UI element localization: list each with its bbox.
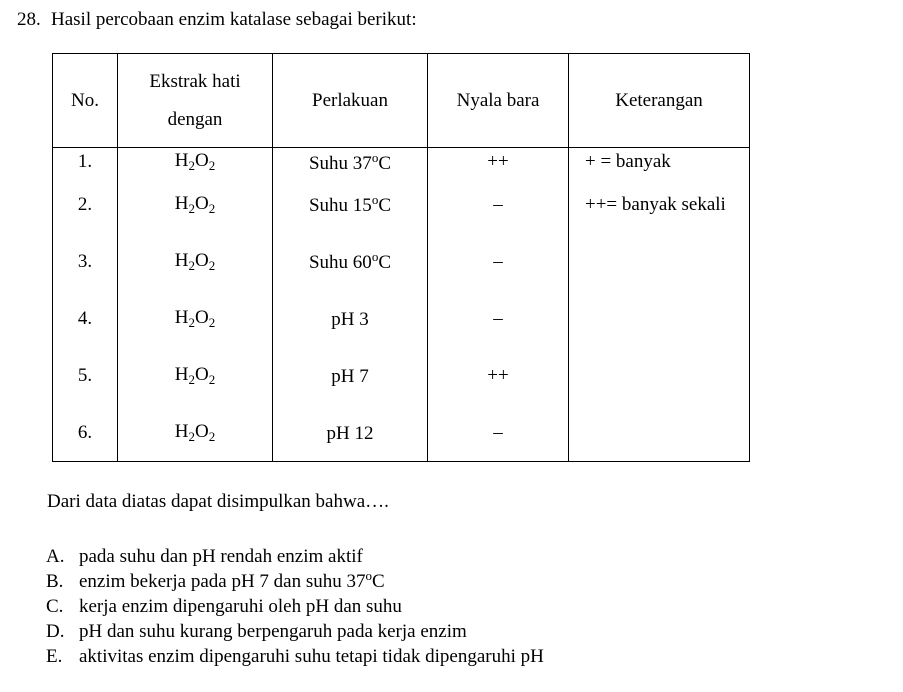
cell-nyala: –: [428, 233, 569, 290]
formula-o: O: [195, 150, 209, 171]
option-letter: B.: [46, 571, 64, 592]
cell-nyala: –: [428, 176, 569, 233]
cell-perlakuan: [273, 233, 428, 290]
formula-o-subscript: 2: [208, 428, 216, 444]
cell-no: 4.: [53, 290, 118, 347]
option-text: aktivitas enzim dipengaruhi suhu tetapi tidak dipengaruhi pH: [79, 646, 544, 667]
formula-o-subscript: 2: [208, 200, 216, 216]
header-no: No.: [53, 54, 118, 148]
perlakuan-text: pH 3: [331, 309, 369, 330]
formula-h: H: [174, 249, 189, 271]
perlakuan-text: Suhu 60: [308, 252, 372, 273]
cell-perlakuan: [273, 148, 428, 177]
table-row: [53, 347, 750, 404]
formula-o-subscript: 2: [208, 314, 216, 330]
cell-ekstrak: [118, 176, 273, 233]
formula-h-subscript: 2: [188, 158, 195, 173]
conclusion-text: Dari data diatas dapat disimpulkan bahwa….: [47, 491, 389, 512]
answer-option[interactable]: [46, 588, 544, 617]
cell-no: 1.: [53, 148, 118, 177]
option-text: kerja enzim dipengaruhi oleh pH dan suhu: [79, 596, 402, 617]
option-text: pada suhu dan pH rendah enzim aktif: [79, 546, 363, 567]
cell-ekstrak: [118, 404, 273, 462]
cell-perlakuan: [273, 404, 428, 462]
option-letter: D.: [46, 621, 65, 642]
table-body: [53, 148, 750, 462]
answer-options: [46, 538, 544, 667]
cell-perlakuan: [273, 176, 428, 233]
formula-o: O: [195, 249, 209, 271]
formula-h-subscript: 2: [188, 257, 195, 273]
table-row: [53, 404, 750, 462]
perlakuan-degree: o: [371, 249, 379, 264]
cell-no: 2.: [53, 176, 118, 233]
cell-nyala: –: [428, 404, 569, 462]
cell-nyala: ++: [428, 148, 569, 177]
option-letter: C.: [46, 596, 64, 617]
header-perlakuan: Perlakuan: [273, 54, 428, 148]
answer-option[interactable]: [46, 613, 544, 642]
formula-h: H: [174, 306, 189, 328]
formula-o-subscript: 2: [208, 371, 216, 387]
option-degree: o: [365, 568, 372, 583]
table-row: [53, 233, 750, 290]
header-ekstrak-line1: Ekstrak hati: [149, 70, 241, 92]
formula-h: H: [174, 150, 189, 171]
perlakuan-unit: C: [378, 195, 391, 216]
table-header-row: [53, 54, 750, 148]
perlakuan-unit: C: [378, 152, 391, 174]
formula-o: O: [195, 420, 209, 442]
perlakuan-unit: C: [378, 252, 391, 273]
perlakuan-degree: o: [371, 149, 379, 165]
cell-ekstrak: [118, 148, 273, 177]
cell-nyala: ++: [428, 347, 569, 404]
table-row: [53, 176, 750, 233]
option-text: pH dan suhu kurang berpengaruh pada kerja enzim: [79, 621, 467, 642]
formula-o: O: [195, 192, 209, 214]
cell-ekstrak: [118, 347, 273, 404]
cell-nyala: –: [428, 290, 569, 347]
option-unit: C: [372, 571, 385, 592]
cell-ekstrak: [118, 233, 273, 290]
question-number: 28.: [17, 9, 41, 30]
answer-option[interactable]: [46, 638, 544, 667]
perlakuan-text: Suhu 37: [308, 152, 372, 174]
cell-no: 3.: [53, 233, 118, 290]
answer-option[interactable]: [46, 563, 544, 592]
formula-o: O: [195, 306, 209, 328]
header-keterangan: Keterangan: [569, 54, 750, 148]
perlakuan-text: Suhu 15: [308, 195, 372, 216]
question-text: Hasil percobaan enzim katalase sebagai berikut:: [51, 9, 417, 30]
cell-no: 6.: [53, 404, 118, 462]
cell-keterangan: [569, 290, 750, 347]
cell-no: 5.: [53, 347, 118, 404]
formula-h-subscript: 2: [188, 371, 195, 387]
formula-h-subscript: 2: [188, 314, 195, 330]
question-heading: [17, 9, 417, 31]
perlakuan-degree: o: [371, 192, 379, 207]
formula-o-subscript: 2: [208, 158, 216, 173]
formula-h: H: [174, 363, 189, 385]
cell-perlakuan: [273, 347, 428, 404]
cell-perlakuan: [273, 290, 428, 347]
cell-keterangan: [569, 347, 750, 404]
formula-h: H: [174, 192, 189, 214]
cell-keterangan: ++= banyak sekali: [569, 176, 750, 233]
cell-keterangan: [569, 233, 750, 290]
formula-o-subscript: 2: [208, 257, 216, 273]
formula-h-subscript: 2: [188, 428, 195, 444]
perlakuan-text: pH 12: [326, 423, 374, 444]
option-letter: E.: [46, 646, 63, 667]
cell-ekstrak: [118, 290, 273, 347]
formula-h: H: [174, 420, 189, 442]
option-text: enzim bekerja pada pH 7 dan suhu 37: [79, 571, 366, 592]
cell-keterangan: + = banyak: [569, 148, 750, 177]
table-row: [53, 148, 750, 177]
header-ekstrak: [118, 54, 273, 148]
perlakuan-text: pH 7: [331, 366, 369, 387]
header-nyala: Nyala bara: [428, 54, 569, 148]
header-ekstrak-line2: dengan: [167, 108, 223, 130]
option-letter: A.: [46, 546, 65, 567]
experiment-table: [52, 53, 750, 462]
answer-option[interactable]: [46, 538, 544, 567]
table-row: [53, 290, 750, 347]
formula-h-subscript: 2: [188, 200, 195, 216]
formula-o: O: [195, 363, 209, 385]
cell-keterangan: [569, 404, 750, 462]
